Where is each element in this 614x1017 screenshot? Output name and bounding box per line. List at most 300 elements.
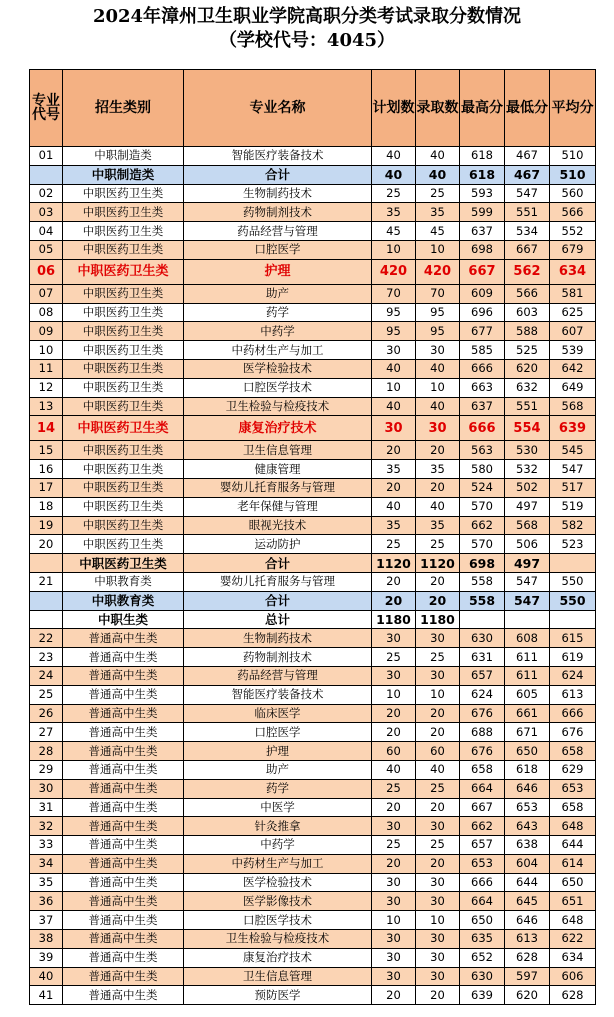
cell-major-code: 12 xyxy=(30,378,63,397)
cell-major-code: 19 xyxy=(30,516,63,535)
cell-min-score: 653 xyxy=(505,798,550,817)
cell-major-name: 医学检验技术 xyxy=(184,873,372,892)
cell-avg-score: 510 xyxy=(550,165,596,184)
cell-plan-count: 20 xyxy=(372,854,416,873)
cell-major-name: 中药学 xyxy=(184,322,372,341)
cell-min-score: 620 xyxy=(505,359,550,378)
cell-plan-count: 40 xyxy=(372,497,416,516)
cell-avg-score xyxy=(550,554,596,573)
cell-avg-score: 568 xyxy=(550,397,596,416)
cell-major-name: 生物制药技术 xyxy=(184,184,372,203)
cell-major-code: 08 xyxy=(30,303,63,322)
cell-plan-count: 70 xyxy=(372,284,416,303)
cell-admit-count: 20 xyxy=(416,986,460,1005)
cell-category: 普通高中生类 xyxy=(63,648,184,667)
cell-admit-count: 30 xyxy=(416,967,460,986)
table-row xyxy=(30,873,596,892)
cell-major-name: 卫生检验与检疫技术 xyxy=(184,397,372,416)
cell-admit-count: 30 xyxy=(416,416,460,441)
cell-category: 中职医药卫生类 xyxy=(63,284,184,303)
cell-admit-count: 95 xyxy=(416,303,460,322)
cell-min-score: 588 xyxy=(505,322,550,341)
cell-max-score: 666 xyxy=(460,873,505,892)
cell-plan-count: 10 xyxy=(372,911,416,930)
cell-major-code: 24 xyxy=(30,666,63,685)
cell-plan-count: 40 xyxy=(372,147,416,166)
cell-min-score xyxy=(505,610,550,629)
cell-plan-count: 40 xyxy=(372,359,416,378)
cell-min-score: 502 xyxy=(505,478,550,497)
cell-plan-count: 20 xyxy=(372,441,416,460)
cell-min-score: 532 xyxy=(505,460,550,479)
cell-min-score: 534 xyxy=(505,222,550,241)
cell-major-name: 口腔医学 xyxy=(184,240,372,259)
header-max-score: 最高分 xyxy=(460,70,505,147)
header-min-score: 最低分 xyxy=(505,70,550,147)
table-row xyxy=(30,629,596,648)
cell-category: 普通高中生类 xyxy=(63,967,184,986)
cell-category: 普通高中生类 xyxy=(63,817,184,836)
table-row xyxy=(30,284,596,303)
cell-max-score: 593 xyxy=(460,184,505,203)
cell-avg-score: 642 xyxy=(550,359,596,378)
cell-admit-count: 25 xyxy=(416,836,460,855)
cell-plan-count: 95 xyxy=(372,303,416,322)
cell-admit-count: 30 xyxy=(416,629,460,648)
cell-min-score: 604 xyxy=(505,854,550,873)
cell-admit-count: 20 xyxy=(416,854,460,873)
cell-min-score: 597 xyxy=(505,967,550,986)
table-row xyxy=(30,359,596,378)
cell-category: 中职医药卫生类 xyxy=(63,397,184,416)
cell-plan-count: 1120 xyxy=(372,554,416,573)
cell-avg-score: 613 xyxy=(550,685,596,704)
cell-plan-count: 25 xyxy=(372,779,416,798)
cell-category: 普通高中生类 xyxy=(63,742,184,761)
cell-admit-count: 40 xyxy=(416,359,460,378)
cell-major-code: 06 xyxy=(30,259,63,284)
cell-plan-count: 10 xyxy=(372,240,416,259)
cell-major-code: 32 xyxy=(30,817,63,836)
cell-min-score: 506 xyxy=(505,535,550,554)
cell-admit-count: 20 xyxy=(416,572,460,591)
cell-admit-count: 40 xyxy=(416,147,460,166)
cell-avg-score: 510 xyxy=(550,147,596,166)
cell-avg-score: 639 xyxy=(550,416,596,441)
cell-major-name: 智能医疗装备技术 xyxy=(184,685,372,704)
cell-plan-count: 20 xyxy=(372,704,416,723)
cell-major-name: 药学 xyxy=(184,303,372,322)
cell-avg-score: 679 xyxy=(550,240,596,259)
cell-category: 中职医药卫生类 xyxy=(63,222,184,241)
cell-avg-score: 650 xyxy=(550,873,596,892)
cell-category: 普通高中生类 xyxy=(63,873,184,892)
cell-major-code: 25 xyxy=(30,685,63,704)
cell-max-score: 639 xyxy=(460,986,505,1005)
cell-plan-count: 25 xyxy=(372,836,416,855)
cell-major-code: 28 xyxy=(30,742,63,761)
cell-category: 普通高中生类 xyxy=(63,704,184,723)
cell-major-name: 临床医学 xyxy=(184,704,372,723)
cell-max-score: 666 xyxy=(460,359,505,378)
cell-min-score: 554 xyxy=(505,416,550,441)
cell-major-name: 药物制剂技术 xyxy=(184,203,372,222)
cell-max-score: 688 xyxy=(460,723,505,742)
cell-category: 中职医药卫生类 xyxy=(63,322,184,341)
cell-max-score: 653 xyxy=(460,854,505,873)
cell-plan-count: 95 xyxy=(372,322,416,341)
cell-max-score: 599 xyxy=(460,203,505,222)
cell-plan-count: 20 xyxy=(372,723,416,742)
cell-admit-count: 25 xyxy=(416,535,460,554)
cell-major-name: 口腔医学 xyxy=(184,723,372,742)
cell-major-code: 39 xyxy=(30,948,63,967)
cell-major-code xyxy=(30,554,63,573)
cell-category: 普通高中生类 xyxy=(63,892,184,911)
table-row xyxy=(30,497,596,516)
cell-plan-count: 45 xyxy=(372,222,416,241)
cell-category: 中职医药卫生类 xyxy=(63,535,184,554)
cell-major-code: 17 xyxy=(30,478,63,497)
cell-major-name: 药学 xyxy=(184,779,372,798)
cell-avg-score: 552 xyxy=(550,222,596,241)
cell-max-score: 630 xyxy=(460,967,505,986)
cell-major-name: 健康管理 xyxy=(184,460,372,479)
cell-max-score: 630 xyxy=(460,629,505,648)
cell-admit-count: 40 xyxy=(416,760,460,779)
cell-admit-count: 45 xyxy=(416,222,460,241)
cell-avg-score: 624 xyxy=(550,666,596,685)
cell-category: 中职生类 xyxy=(63,610,184,629)
cell-major-code: 18 xyxy=(30,497,63,516)
cell-max-score: 664 xyxy=(460,779,505,798)
cell-category: 中职医药卫生类 xyxy=(63,203,184,222)
cell-admit-count: 60 xyxy=(416,742,460,761)
cell-major-code: 22 xyxy=(30,629,63,648)
cell-avg-score: 658 xyxy=(550,742,596,761)
cell-plan-count: 35 xyxy=(372,460,416,479)
cell-min-score: 618 xyxy=(505,760,550,779)
cell-max-score: 698 xyxy=(460,240,505,259)
cell-max-score: 662 xyxy=(460,817,505,836)
cell-min-score: 467 xyxy=(505,165,550,184)
cell-major-code: 13 xyxy=(30,397,63,416)
cell-avg-score: 545 xyxy=(550,441,596,460)
cell-major-code: 26 xyxy=(30,704,63,723)
cell-plan-count: 25 xyxy=(372,648,416,667)
table-row xyxy=(30,986,596,1005)
cell-plan-count: 60 xyxy=(372,742,416,761)
cell-category: 中职制造类 xyxy=(63,165,184,184)
table-row xyxy=(30,460,596,479)
cell-max-score: 637 xyxy=(460,222,505,241)
cell-admit-count: 20 xyxy=(416,704,460,723)
cell-plan-count: 30 xyxy=(372,967,416,986)
table-row xyxy=(30,303,596,322)
table-row xyxy=(30,203,596,222)
cell-min-score: 611 xyxy=(505,648,550,667)
cell-plan-count: 40 xyxy=(372,397,416,416)
cell-admit-count: 30 xyxy=(416,873,460,892)
cell-min-score: 566 xyxy=(505,284,550,303)
table-row xyxy=(30,184,596,203)
cell-avg-score: 582 xyxy=(550,516,596,535)
table-row xyxy=(30,397,596,416)
cell-category: 中职医药卫生类 xyxy=(63,240,184,259)
cell-major-code: 34 xyxy=(30,854,63,873)
cell-category: 中职医药卫生类 xyxy=(63,184,184,203)
cell-min-score: 562 xyxy=(505,259,550,284)
cell-plan-count: 1180 xyxy=(372,610,416,629)
cell-category: 中职医药卫生类 xyxy=(63,478,184,497)
cell-admit-count: 30 xyxy=(416,817,460,836)
cell-min-score: 671 xyxy=(505,723,550,742)
cell-min-score: 632 xyxy=(505,378,550,397)
header-major-code: 专业代号 xyxy=(30,70,63,147)
cell-major-name: 康复治疗技术 xyxy=(184,948,372,967)
table-row xyxy=(30,760,596,779)
cell-avg-score: 622 xyxy=(550,930,596,949)
cell-admit-count: 30 xyxy=(416,341,460,360)
table-row xyxy=(30,911,596,930)
cell-avg-score: 634 xyxy=(550,948,596,967)
cell-min-score: 551 xyxy=(505,397,550,416)
cell-category: 中职医药卫生类 xyxy=(63,516,184,535)
cell-major-code: 04 xyxy=(30,222,63,241)
cell-category: 中职医药卫生类 xyxy=(63,441,184,460)
cell-major-name: 生物制药技术 xyxy=(184,629,372,648)
cell-min-score: 608 xyxy=(505,629,550,648)
cell-admit-count: 20 xyxy=(416,478,460,497)
cell-admit-count: 20 xyxy=(416,798,460,817)
cell-plan-count: 10 xyxy=(372,378,416,397)
cell-min-score: 643 xyxy=(505,817,550,836)
cell-avg-score: 560 xyxy=(550,184,596,203)
cell-min-score: 568 xyxy=(505,516,550,535)
cell-min-score: 530 xyxy=(505,441,550,460)
cell-admit-count: 25 xyxy=(416,184,460,203)
cell-admit-count: 30 xyxy=(416,948,460,967)
cell-major-code: 15 xyxy=(30,441,63,460)
cell-major-name: 眼视光技术 xyxy=(184,516,372,535)
cell-major-name: 合计 xyxy=(184,554,372,573)
cell-admit-count: 20 xyxy=(416,591,460,610)
cell-major-name: 口腔医学技术 xyxy=(184,911,372,930)
table-row xyxy=(30,478,596,497)
cell-admit-count: 10 xyxy=(416,911,460,930)
cell-avg-score: 629 xyxy=(550,760,596,779)
cell-category: 中职医药卫生类 xyxy=(63,378,184,397)
table-row xyxy=(30,341,596,360)
cell-plan-count: 30 xyxy=(372,341,416,360)
cell-major-name: 药品经营与管理 xyxy=(184,666,372,685)
cell-admit-count: 30 xyxy=(416,666,460,685)
cell-min-score: 547 xyxy=(505,572,550,591)
cell-category: 普通高中生类 xyxy=(63,779,184,798)
cell-plan-count: 20 xyxy=(372,798,416,817)
cell-max-score: 563 xyxy=(460,441,505,460)
cell-category: 中职医药卫生类 xyxy=(63,554,184,573)
cell-max-score: 696 xyxy=(460,303,505,322)
cell-min-score: 525 xyxy=(505,341,550,360)
cell-major-name: 中药材生产与加工 xyxy=(184,854,372,873)
cell-major-name: 药物制剂技术 xyxy=(184,648,372,667)
cell-major-code xyxy=(30,165,63,184)
cell-avg-score: 648 xyxy=(550,817,596,836)
cell-avg-score: 648 xyxy=(550,911,596,930)
cell-min-score: 547 xyxy=(505,591,550,610)
cell-major-name: 合计 xyxy=(184,591,372,610)
cell-major-code: 07 xyxy=(30,284,63,303)
cell-major-code: 20 xyxy=(30,535,63,554)
cell-plan-count: 25 xyxy=(372,535,416,554)
cell-major-name: 口腔医学技术 xyxy=(184,378,372,397)
cell-major-code: 31 xyxy=(30,798,63,817)
cell-major-name: 药品经营与管理 xyxy=(184,222,372,241)
table-row xyxy=(30,892,596,911)
cell-major-code: 02 xyxy=(30,184,63,203)
cell-major-name: 老年保健与管理 xyxy=(184,497,372,516)
cell-major-name: 婴幼儿托育服务与管理 xyxy=(184,478,372,497)
cell-major-name: 卫生信息管理 xyxy=(184,441,372,460)
table-row xyxy=(30,723,596,742)
table-row xyxy=(30,441,596,460)
cell-min-score: 611 xyxy=(505,666,550,685)
cell-major-code: 10 xyxy=(30,341,63,360)
cell-category: 普通高中生类 xyxy=(63,723,184,742)
table-row xyxy=(30,554,596,573)
cell-major-code: 33 xyxy=(30,836,63,855)
cell-max-score: 652 xyxy=(460,948,505,967)
cell-max-score: 666 xyxy=(460,416,505,441)
cell-plan-count: 30 xyxy=(372,873,416,892)
table-row xyxy=(30,610,596,629)
cell-min-score: 661 xyxy=(505,704,550,723)
cell-major-code xyxy=(30,591,63,610)
header-avg-score: 平均分 xyxy=(550,70,596,147)
cell-avg-score: 607 xyxy=(550,322,596,341)
cell-major-code: 14 xyxy=(30,416,63,441)
table-row xyxy=(30,779,596,798)
cell-major-code xyxy=(30,610,63,629)
cell-min-score: 497 xyxy=(505,497,550,516)
cell-avg-score: 566 xyxy=(550,203,596,222)
cell-major-name: 护理 xyxy=(184,742,372,761)
cell-plan-count: 30 xyxy=(372,930,416,949)
cell-max-score: 658 xyxy=(460,760,505,779)
cell-major-name: 中药材生产与加工 xyxy=(184,341,372,360)
cell-avg-score: 628 xyxy=(550,986,596,1005)
cell-major-code: 09 xyxy=(30,322,63,341)
cell-max-score: 618 xyxy=(460,165,505,184)
cell-avg-score: 517 xyxy=(550,478,596,497)
cell-plan-count: 20 xyxy=(372,478,416,497)
header-category: 招生类别 xyxy=(63,70,184,147)
cell-category: 中职教育类 xyxy=(63,572,184,591)
cell-plan-count: 35 xyxy=(372,516,416,535)
cell-admit-count: 30 xyxy=(416,930,460,949)
table-row xyxy=(30,240,596,259)
cell-max-score: 698 xyxy=(460,554,505,573)
cell-major-code: 41 xyxy=(30,986,63,1005)
cell-admit-count: 35 xyxy=(416,203,460,222)
cell-major-code: 01 xyxy=(30,147,63,166)
cell-major-name: 婴幼儿托育服务与管理 xyxy=(184,572,372,591)
cell-max-score: 637 xyxy=(460,397,505,416)
cell-major-name: 智能医疗装备技术 xyxy=(184,147,372,166)
cell-min-score: 667 xyxy=(505,240,550,259)
cell-min-score: 547 xyxy=(505,184,550,203)
cell-admit-count: 40 xyxy=(416,397,460,416)
cell-plan-count: 30 xyxy=(372,817,416,836)
header-major-name: 专业名称 xyxy=(184,70,372,147)
table-row xyxy=(30,416,596,441)
cell-major-code: 36 xyxy=(30,892,63,911)
cell-admit-count: 40 xyxy=(416,497,460,516)
table-row xyxy=(30,666,596,685)
cell-category: 普通高中生类 xyxy=(63,854,184,873)
cell-max-score: 624 xyxy=(460,685,505,704)
cell-plan-count: 35 xyxy=(372,203,416,222)
cell-min-score: 551 xyxy=(505,203,550,222)
cell-admit-count: 40 xyxy=(416,165,460,184)
cell-min-score: 603 xyxy=(505,303,550,322)
cell-major-name: 卫生检验与检疫技术 xyxy=(184,930,372,949)
cell-major-name: 卫生信息管理 xyxy=(184,967,372,986)
cell-plan-count: 10 xyxy=(372,685,416,704)
cell-max-score: 558 xyxy=(460,591,505,610)
table-row xyxy=(30,798,596,817)
table-row xyxy=(30,742,596,761)
cell-category: 普通高中生类 xyxy=(63,629,184,648)
table-row xyxy=(30,685,596,704)
cell-category: 中职医药卫生类 xyxy=(63,497,184,516)
table-row xyxy=(30,854,596,873)
cell-plan-count: 30 xyxy=(372,892,416,911)
cell-major-name: 运动防护 xyxy=(184,535,372,554)
cell-min-score: 645 xyxy=(505,892,550,911)
cell-category: 普通高中生类 xyxy=(63,986,184,1005)
cell-plan-count: 20 xyxy=(372,572,416,591)
cell-max-score xyxy=(460,610,505,629)
cell-major-code: 16 xyxy=(30,460,63,479)
cell-category: 中职教育类 xyxy=(63,591,184,610)
cell-plan-count: 420 xyxy=(372,259,416,284)
cell-category: 中职制造类 xyxy=(63,147,184,166)
cell-max-score: 663 xyxy=(460,378,505,397)
cell-min-score: 620 xyxy=(505,986,550,1005)
cell-category: 中职医药卫生类 xyxy=(63,259,184,284)
cell-major-name: 针灸推拿 xyxy=(184,817,372,836)
cell-avg-score xyxy=(550,610,596,629)
cell-admit-count: 35 xyxy=(416,460,460,479)
admission-scores-table xyxy=(29,69,596,1005)
cell-max-score: 609 xyxy=(460,284,505,303)
cell-avg-score: 547 xyxy=(550,460,596,479)
cell-plan-count: 30 xyxy=(372,629,416,648)
cell-max-score: 524 xyxy=(460,478,505,497)
table-row xyxy=(30,535,596,554)
page-title: 2024年漳州卫生职业学院高职分类考试录取分数情况 xyxy=(92,6,522,27)
cell-max-score: 657 xyxy=(460,836,505,855)
table-row xyxy=(30,378,596,397)
cell-admit-count: 420 xyxy=(416,259,460,284)
cell-min-score: 638 xyxy=(505,836,550,855)
cell-major-name: 助产 xyxy=(184,284,372,303)
cell-min-score: 613 xyxy=(505,930,550,949)
cell-avg-score: 644 xyxy=(550,836,596,855)
cell-category: 中职医药卫生类 xyxy=(63,303,184,322)
